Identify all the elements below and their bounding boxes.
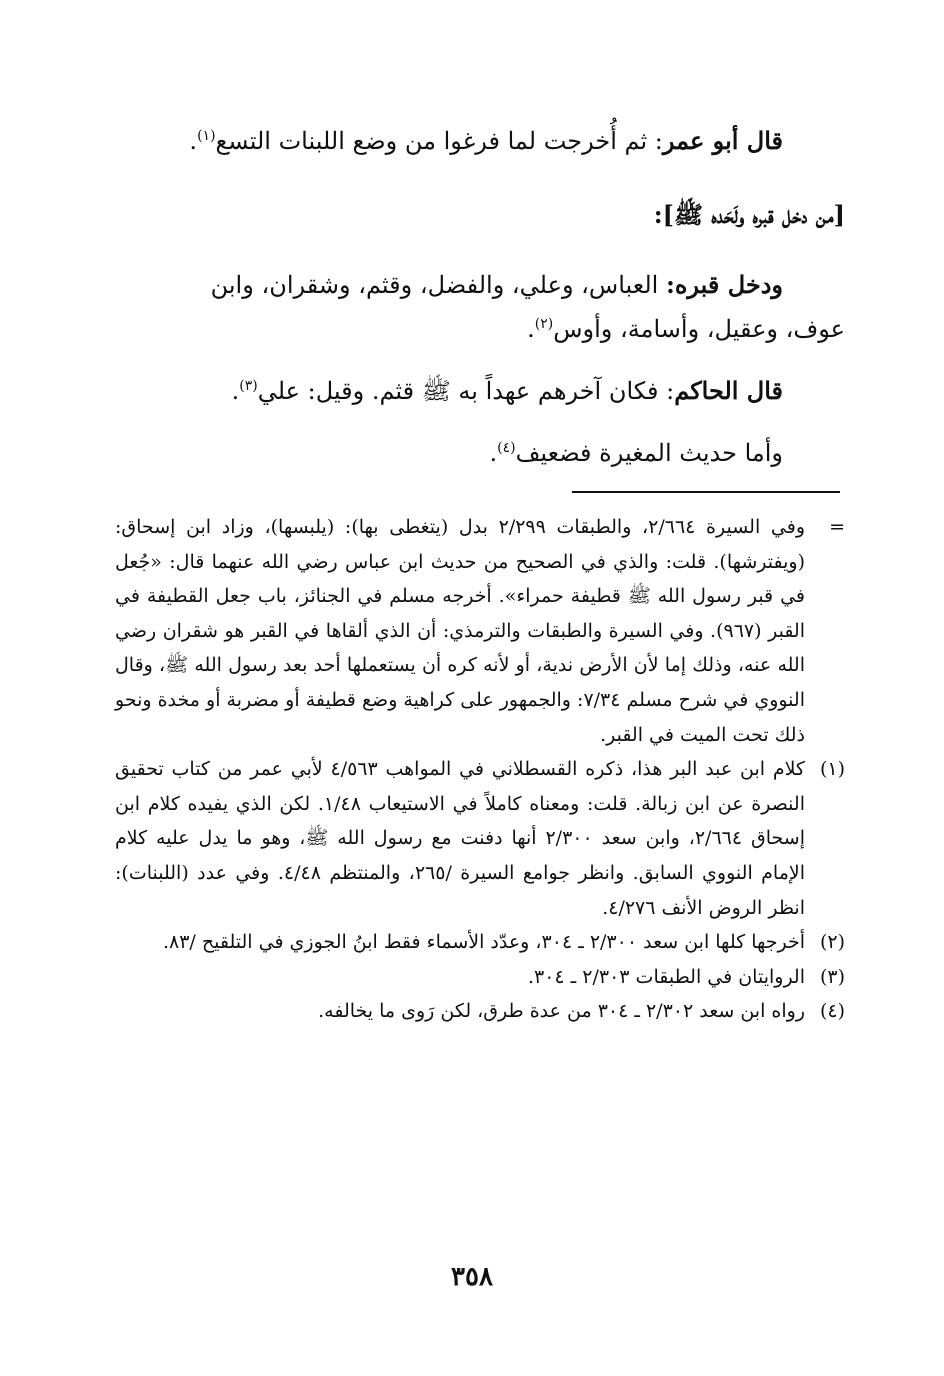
footnote-continued xyxy=(115,510,845,752)
footnote-marker: (٣) xyxy=(819,965,845,988)
paragraph-hakim: قال الحاكم: فكان آخرهم عهداً به ﷺ قثم. وقيل: علي$^{(٣)}$. xyxy=(231,376,783,405)
footnote-marker: = xyxy=(829,516,845,538)
footnote-text: وفي السيرة ٢/٦٦٤، والطبقات ٢/٢٩٩ بدل (يتغطى بها): (يلبسها)، وزاد ابن إسحاق: (ويفترشها). قلت: والذي في الصحيح من حديث ابن عباس رضي الله عنهما قال: «جُعل في قبر رسول الله ﷺ قطيفة حمراء». أخرجه مسلم في الجنائز، باب جعل القطيفة في القبر (٩٦٧). وفي السيرة والطبقات والترمذي: أن الذي ألقاها في القبر هو شقران رضي الله عنه، وذلك إما لأن الأرض ندية، أو لأنه كره أن يستعملها أحد بعد رسول الله ﷺ، وقال النووي في شرح مسلم ٧/٣٤: والجمهور على كراهية وضع قطيفة أو مضربة أو مخدة ونحو ذلك تحت الميت في القبر. xyxy=(115,516,805,746)
paragraph-label: ودخل قبره: xyxy=(665,270,783,299)
footnote-3 xyxy=(115,960,845,995)
footnote-text: الروايتان في الطبقات ٢/٣٠٣ ـ ٣٠٤. xyxy=(527,965,805,988)
footnote-2 xyxy=(115,925,845,960)
footnote-marker: (٤) xyxy=(819,1000,845,1023)
footnote-ref: (١) xyxy=(197,128,216,144)
paragraph-text: وأما حديث المغيرة فضعيف xyxy=(515,439,783,467)
paragraph-burial-line1 xyxy=(115,262,845,308)
footnote-marker: (٢) xyxy=(819,931,845,954)
footnote-4 xyxy=(115,994,845,1029)
footnote-ref: (٣) xyxy=(239,378,258,394)
paragraph-text: العباس، وعلي، والفضل، وقثم، وشقران، وابن xyxy=(210,271,666,299)
footnote-text: كلام ابن عبد البر هذا، ذكره القسطلاني في المواهب ٤/٥٦٣ لأبي عمر من كتاب تحقيق النصرة عن ابن زبالة. قلت: ومعناه كاملاً في الاستيعاب ١/٤٨. لكن الذي يفيده كلام ابن إسحاق ٢/٦٦٤، وابن سعد ٢/٣٠٠ أنها دفنت مع رسول الله ﷺ، وهو ما يدل عليه كلام الإمام النووي السابق. وانظر جوامع السيرة /٢٦٥، والمنتظم ٤/٤٨. وفي عدد (اللبنات): انظر الروض الأنف ٤/٢٧٦. xyxy=(115,758,805,919)
footnote-marker: (١) xyxy=(819,758,845,781)
speaker-label: قال أبو عمر xyxy=(662,126,783,155)
speaker-label: قال الحاكم xyxy=(674,376,783,405)
paragraph-text: : ثم أُخرجت لما فرغوا من وضع اللبنات التسع xyxy=(215,127,663,155)
section-heading: [من دخل قبره ولَحَده ﷺ]: xyxy=(653,200,845,229)
page-number: ٣٥٨ xyxy=(451,1262,493,1292)
footnote-separator xyxy=(572,491,840,493)
footnote-ref: (٢) xyxy=(534,316,554,332)
footnote-text: رواه ابن سعد ٢/٣٠٢ ـ ٣٠٤ من عدة طرق، لكن رَوى ما يخالفه. xyxy=(318,1000,805,1023)
footnote-1 xyxy=(115,752,845,925)
footnote-text: أخرجها كلها ابن سعد ٢/٣٠٠ ـ ٣٠٤، وعدّد الأسماء فقط ابنُ الجوزي في التلقيح /٨٣. xyxy=(162,931,805,954)
footnotes xyxy=(115,510,845,1029)
paragraph-abu-umar: قال أبو عمر: ثم أُخرجت لما فرغوا من وضع اللبنات التسع$^{(١)}$. xyxy=(189,126,783,155)
paragraph-text: : فكان آخرهم عهداً به ﷺ قثم. وقيل: علي xyxy=(257,377,675,405)
paragraph-mughira: وأما حديث المغيرة فضعيف$^{(٤)}$. xyxy=(489,439,783,467)
paragraph-text: عوف، وعقيل، وأسامة، وأوس xyxy=(553,315,845,343)
paragraph-burial-line2: عوف، وعقيل، وأسامة، وأوس$^{(٢)}$. xyxy=(527,315,845,343)
footnote-ref: (٤) xyxy=(497,440,516,456)
